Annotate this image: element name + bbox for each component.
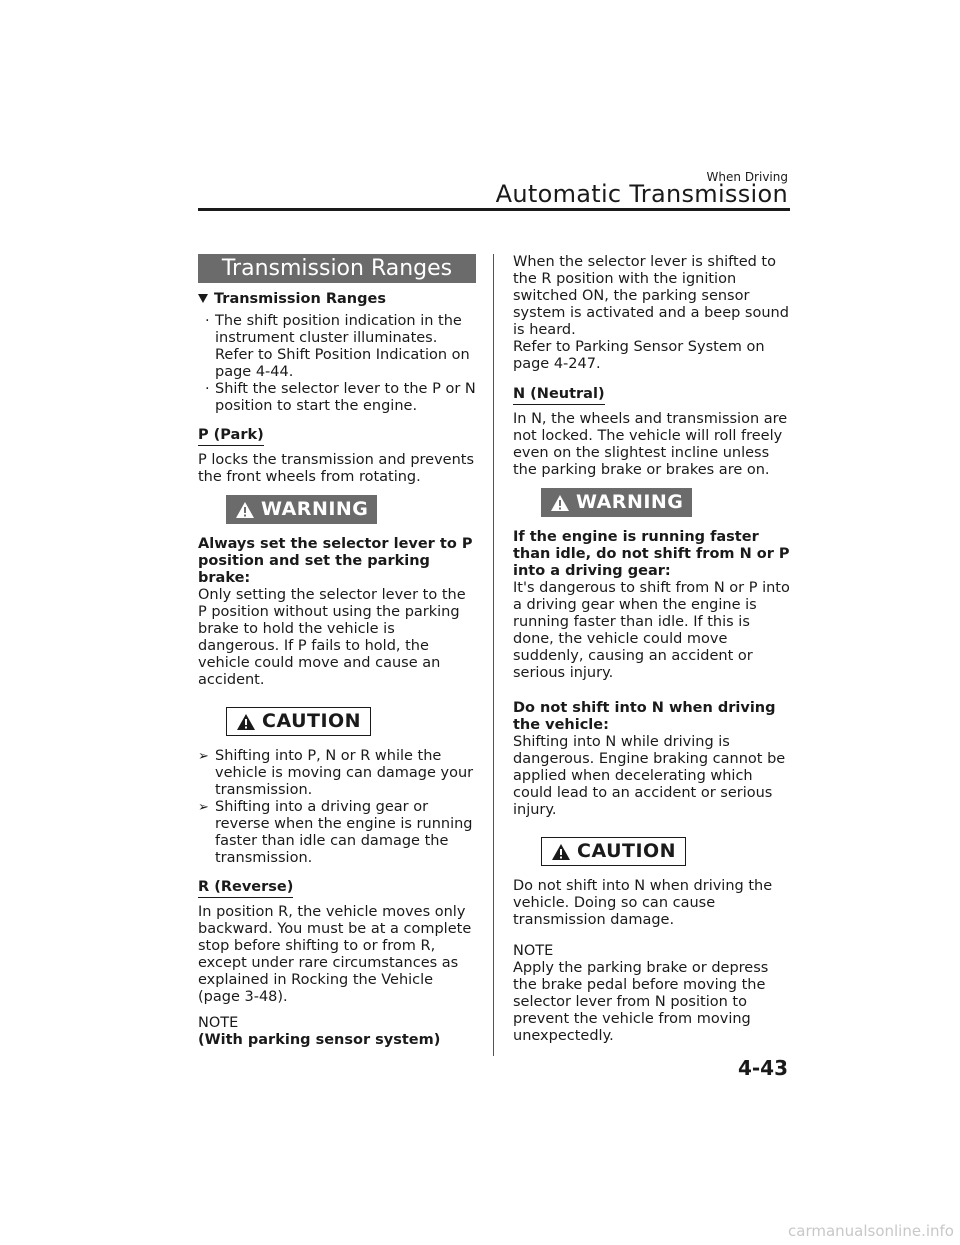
note-label: NOTE [198, 1015, 239, 1031]
warning-badge: WARNING [541, 488, 692, 517]
running-header-title: Automatic Transmission [495, 180, 788, 208]
list-item: ➢ Shifting into a driving gear or reverse when the engine is running faster than idle can damage the transmission. [198, 799, 473, 866]
triangle-down-icon [198, 294, 208, 303]
caution-badge-wrap [198, 707, 476, 736]
warning-text: Always set the selector lever to P position and set the parking brake: Only setting the selector lever to the P position without using the parking brake to hold the vehicle is dangerous. If P fails to hold, the vehicle could move and cause an accident. [198, 536, 473, 688]
caution-triangle-icon [236, 713, 256, 731]
list-item: · The shift position indication in the instrument cluster illuminates. Refer to Shift Position Indication on page 4-44. [205, 313, 470, 380]
warning-triangle-icon [550, 494, 570, 512]
warning-badge-wrap [513, 488, 791, 517]
reverse-heading: R (Reverse) [198, 879, 293, 898]
list-item: · Shift the selector lever to the P or N position to start the engine. [205, 381, 476, 414]
park-text: P locks the transmission and prevents the front wheels from rotating. [198, 452, 475, 485]
reverse-text: In position R, the vehicle moves only backward. You must be at a complete stop before shifting to or from R, except under rare circumstances as explained in Rocking the Vehicle (page 3-48). [198, 904, 472, 1005]
left-column [198, 254, 476, 1049]
caution-text: Do not shift into N when driving the vehicle. Doing so can cause transmission damage. [513, 878, 773, 928]
note-bold: (With parking sensor system) [198, 1032, 441, 1048]
right-column [513, 254, 791, 1054]
warning-text-2: Do not shift into N when driving the vehicle: Shifting into N while driving is dangerous. Engine braking cannot be applied when decelerating which could lead to an accident or serious injury. [513, 700, 786, 818]
neutral-heading: N (Neutral) [513, 386, 605, 405]
bullet-list [198, 313, 476, 415]
column-divider [493, 254, 494, 1056]
warning-triangle-icon [235, 501, 255, 519]
neutral-text: In N, the wheels and transmission are not locked. The vehicle will roll freely even on the slightest incline unless the parking brake or brakes are on. [513, 411, 788, 478]
note-text: Apply the parking brake or depress the brake pedal before moving the selector lever from N position to prevent the vehicle from moving unexpectedly. [513, 960, 769, 1044]
caution-badge-wrap [513, 837, 791, 866]
warning-text-1: If the engine is running faster than idle, do not shift from N or P into a driving gear: It's dangerous to shift from N or P into a driving gear when the engine is running faster than idle. If this is done, the vehicle could move suddenly, causing an accident or serious injury. [513, 529, 790, 681]
warning-badge-wrap [198, 495, 476, 524]
caution-triangle-icon [551, 843, 571, 861]
header-rule [198, 208, 790, 211]
sub-heading: Transmission Ranges [198, 291, 476, 308]
note-continued: When the selector lever is shifted to the R position with the ignition switched ON, the parking sensor system is activated and a beep sound is heard. [513, 254, 789, 338]
watermark: carmanualsonline.info [788, 1222, 954, 1240]
bullet-dot-icon: · [205, 313, 210, 329]
caution-list [198, 748, 476, 867]
bullet-dot-icon: · [205, 381, 210, 397]
running-header-section: When Driving [706, 170, 788, 184]
page-number: 4-43 [737, 1056, 788, 1080]
list-item: ➢ Shifting into P, N or R while the vehicle is moving can damage your transmission. [198, 748, 474, 798]
park-heading: P (Park) [198, 427, 264, 446]
caution-badge: CAUTION [541, 837, 686, 866]
caution-badge: CAUTION [226, 707, 371, 736]
section-banner: Transmission Ranges [198, 254, 476, 283]
note-label: NOTE [513, 943, 554, 959]
note-ref: Refer to Parking Sensor System on page 4-247. [513, 339, 765, 372]
arrow-right-icon: ➢ [198, 749, 209, 764]
warning-badge: WARNING [226, 495, 377, 524]
arrow-right-icon: ➢ [198, 800, 209, 815]
